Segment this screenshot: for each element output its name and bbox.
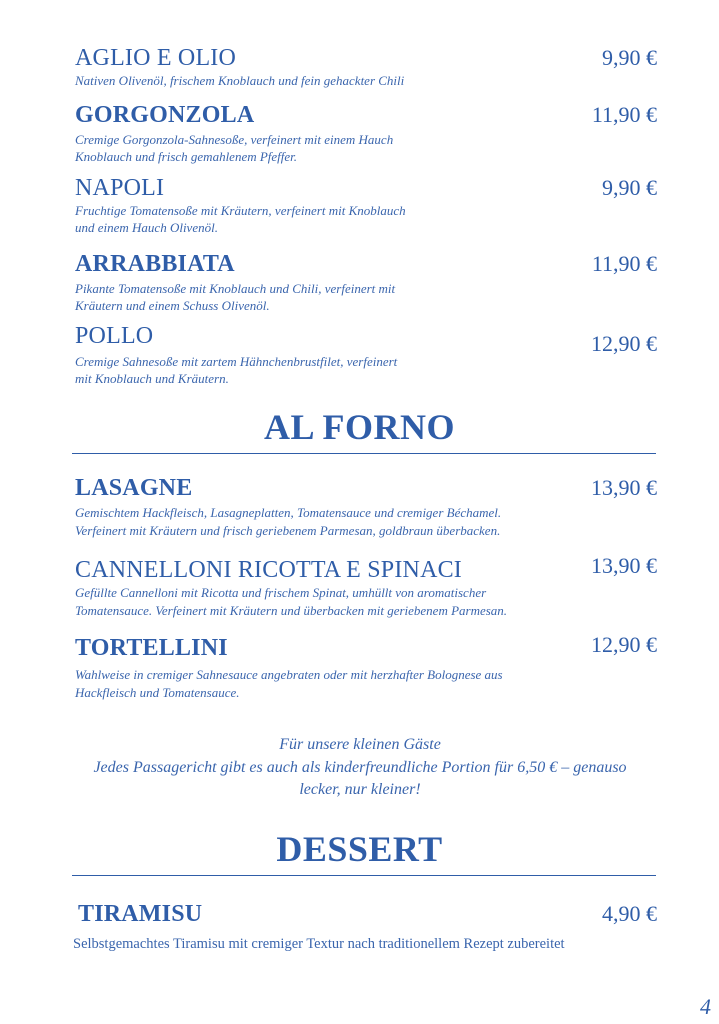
dish-description: Knoblauch und frisch gemahlenem Pfeffer.: [75, 149, 298, 164]
dish-description: und einem Hauch Olivenöl.: [75, 220, 218, 235]
dish-description: mit Knoblauch und Kräutern.: [75, 371, 229, 386]
dish-name: CANNELLONI RICOTTA E SPINACI: [75, 557, 462, 583]
dish-name: ARRABBIATA: [75, 251, 235, 277]
dish-description: Selbstgemachtes Tiramisu mit cremiger Textur nach traditionellem Rezept zubereitet: [73, 936, 565, 952]
section-divider: [72, 875, 656, 876]
dish-price: 11,90 €: [591, 251, 657, 276]
dish-price: 9,90 €: [602, 175, 657, 200]
dish-price: 12,90 €: [591, 331, 657, 356]
dish-name: GORGONZOLA: [75, 102, 255, 128]
dish-price: 13,90 €: [591, 553, 657, 578]
section-title-dessert: DESSERT: [276, 829, 443, 869]
dish-description: Nativen Olivenöl, frischem Knoblauch und fein gehackter Chili: [75, 73, 405, 88]
kids-note-heading: Für unsere kleinen Gäste: [279, 736, 441, 753]
dish-name: TIRAMISU: [78, 901, 203, 927]
section-divider: [72, 453, 656, 454]
page-number: 4: [700, 994, 711, 1019]
dish-name: NAPOLI: [75, 175, 165, 201]
dish-name: AGLIO E OLIO: [75, 45, 237, 71]
dish-description: Wahlweise in cremiger Sahnesauce angebraten oder mit herzhafter Bolognese aus: [75, 667, 503, 682]
dish-name: LASAGNE: [75, 475, 193, 501]
dish-price: 9,90 €: [602, 45, 657, 70]
kids-note-line: Jedes Passagericht gibt es auch als kinderfreundliche Portion für 6,50 € – genauso: [93, 759, 627, 776]
dish-description: Gemischtem Hackfleisch, Lasagneplatten, Tomatensauce und cremiger Béchamel.: [75, 505, 502, 520]
section-title-al-forno: AL FORNO: [263, 407, 455, 447]
dish-price: 12,90 €: [591, 632, 657, 657]
dish-description: Cremige Gorgonzola-Sahnesoße, verfeinert mit einem Hauch: [75, 132, 394, 147]
dish-description: Kräutern und einem Schuss Olivenöl.: [75, 298, 270, 313]
dish-price: 11,90 €: [591, 102, 657, 127]
dish-price: 13,90 €: [591, 475, 657, 500]
dish-description: Tomatensauce. Verfeinert mit Kräutern und überbacken mit geriebenem Parmesan.: [75, 603, 508, 618]
dish-name: POLLO: [75, 323, 154, 349]
dish-price: 4,90 €: [602, 901, 657, 926]
kids-note-line: lecker, nur kleiner!: [299, 781, 421, 798]
dish-description: Verfeinert mit Kräutern und frisch geriebenem Parmesan, goldbraun überbacken.: [75, 523, 501, 538]
dish-description: Fruchtige Tomatensoße mit Kräutern, verfeinert mit Knoblauch: [75, 203, 406, 218]
dish-description: Gefüllte Cannelloni mit Ricotta und frischem Spinat, umhüllt von aromatischer: [75, 585, 487, 600]
dish-description: Cremige Sahnesoße mit zartem Hähnchenbrustfilet, verfeinert: [75, 354, 398, 369]
dish-name: TORTELLINI: [75, 635, 228, 661]
dish-description: Pikante Tomatensoße mit Knoblauch und Chili, verfeinert mit: [75, 281, 396, 296]
dish-description: Hackfleisch und Tomatensauce.: [75, 685, 240, 700]
